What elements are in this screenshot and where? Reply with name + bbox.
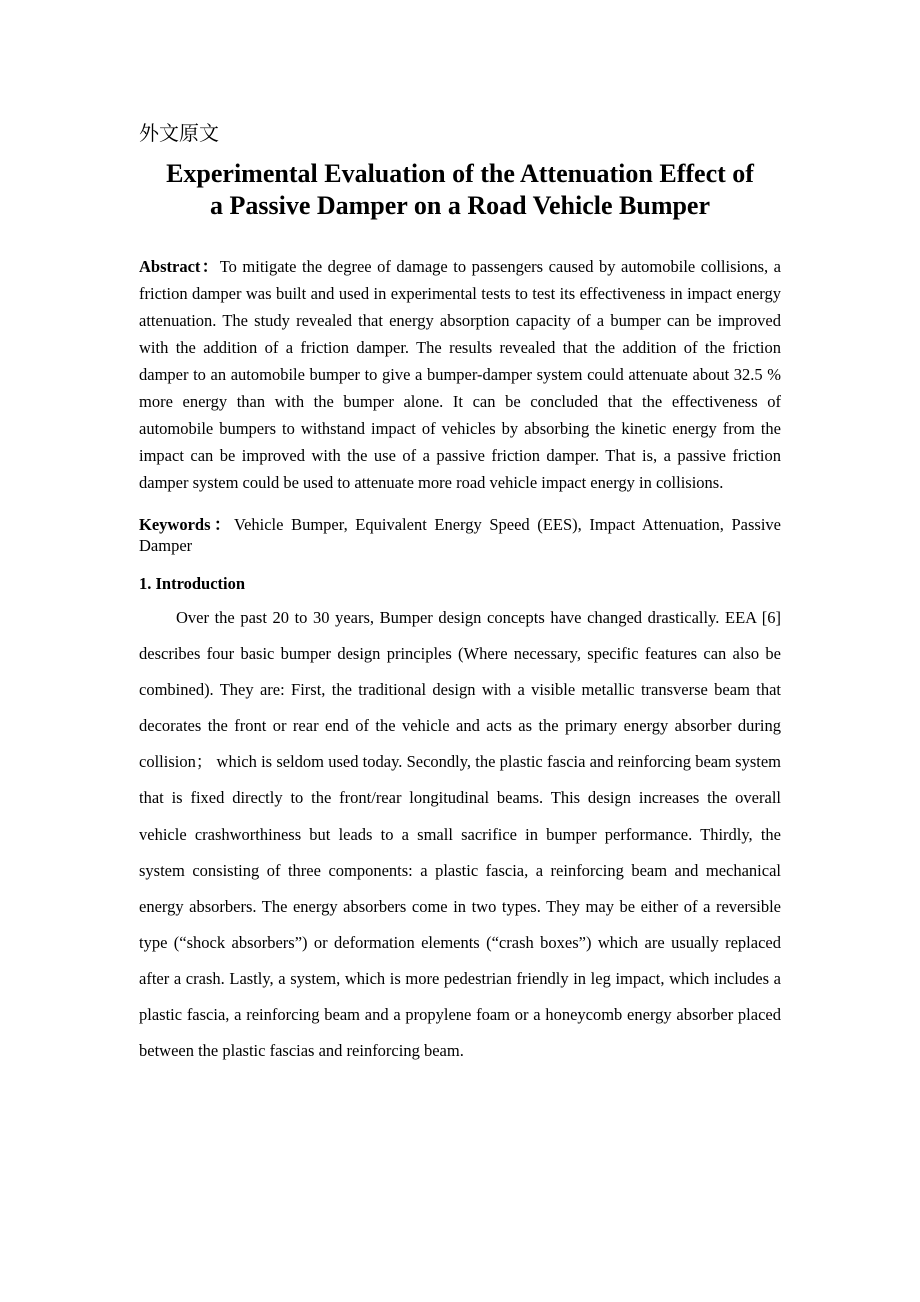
section-label: 外文原文 xyxy=(139,121,219,145)
paper-title-line-2: a Passive Damper on a Road Vehicle Bumper xyxy=(209,191,711,220)
section-heading-introduction: 1. Introduction xyxy=(139,574,246,593)
paper-title xyxy=(139,158,781,222)
abstract xyxy=(139,253,781,496)
abstract-label: Abstract： xyxy=(139,257,220,276)
introduction-paragraph: Over the past 20 to 30 years, Bumper design concepts have changed drastically. EEA [6] describes four basic bumper design principles (Where necessary, specific features can also be combined). They are: First, the traditional design with a visible metallic transverse beam that decorates the front or rear end of the vehicle and acts as the primary energy absorber during collision； which is seldom used today. Secondly, the plastic fascia and reinforcing beam system that is fixed directly to the front/rear longitudinal beams. This design increases the overall vehicle crashworthiness but leads to a small sacrifice in bumper performance. Thirdly, the system consisting of three components: a plastic fascia, a reinforcing beam and mechanical energy absorbers. The energy absorbers come in two types. They may be either of a reversible type (“shock absorbers”) or deformation elements (“crash boxes”) which are usually replaced after a crash. Lastly, a system, which is more pedestrian friendly in leg impact, which includes a plastic fascia, a reinforcing beam and a propylene foam or a honeycomb energy absorber placed between the plastic fascias and reinforcing beam. xyxy=(139,608,781,1061)
abstract-text: To mitigate the degree of damage to passengers caused by automobile collisions, a friction damper was built and used in experimental tests to test its effectiveness in impact energy attenuation. The study revealed that energy absorption capacity of a bumper can be improved with the addition of a friction damper. The results revealed that the addition of the friction damper to an automobile bumper to give a bumper-damper system could attenuate about 32.5 % more energy than with the bumper alone. It can be concluded that the effectiveness of automobile bumpers to withstand impact of vehicles by absorbing the kinetic energy from the impact can be improved with the use of a passive friction damper. That is, a passive friction damper system could be used to attenuate more road vehicle impact energy in collisions. xyxy=(139,257,782,492)
keywords-text: Vehicle Bumper, Equivalent Energy Speed (EES), Impact Attenuation, Passive Damper xyxy=(139,515,782,555)
keywords-label: Keywords： xyxy=(139,515,234,534)
paper-title-line-1: Experimental Evaluation of the Attenuation Effect of xyxy=(166,159,754,188)
document-page xyxy=(139,118,781,1069)
keywords xyxy=(139,514,781,556)
